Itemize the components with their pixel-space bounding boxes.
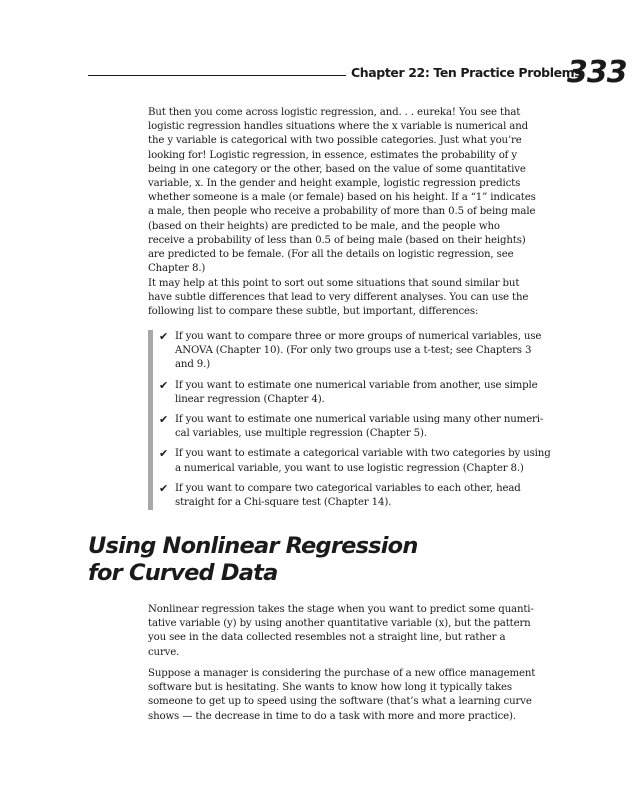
text-line: a male, then people who receive a probability of more than 0.5 of being male: [148, 206, 536, 218]
text-line: Nonlinear regression takes the stage when you want to predict some quanti-: [148, 604, 534, 615]
text-line: tative variable (y) by using another quantitative variable (x), but the pattern: [148, 618, 531, 630]
text-line: whether someone is a male (or female) based on his height. If a “1” indicates: [148, 192, 536, 204]
running-head: [88, 55, 627, 90]
text-line: It may help at this point to sort out some situations that sound similar but: [148, 278, 520, 289]
text-line: the y variable is categorical with two possible categories. Just what you’re: [148, 135, 522, 147]
text-line: looking for! Logistic regression, in essence, estimates the probability of y: [148, 149, 517, 161]
text-line: cal variables, use multiple regression (Chapter 5).: [175, 428, 427, 440]
paragraph-compare-intro: [148, 277, 548, 320]
page-number: 333: [567, 55, 627, 90]
paragraph-nonlinear-intro: [148, 603, 548, 660]
heading-line: Using Nonlinear Regression: [88, 533, 418, 559]
text-line: If you want to compare three or more groups of numerical variables, use: [175, 331, 542, 342]
checkmark-icon: ✔: [159, 378, 169, 392]
text-line: you see in the data collected resembles not a straight line, but rather a: [148, 632, 506, 644]
checkmark-icon: ✔: [159, 447, 169, 461]
text-line: and 9.): [175, 359, 211, 371]
heading-line: for Curved Data: [88, 560, 278, 586]
text-line: variable, x. In the gender and height example, logistic regression predicts: [148, 178, 521, 190]
text-line: are predicted to be female. (For all the details on logistic regression, see: [148, 249, 514, 261]
section-heading: [88, 533, 418, 587]
text-line: If you want to compare two categorical variables to each other, head: [175, 482, 521, 494]
text-line: If you want to estimate one numerical variable using many other numeri-: [175, 414, 544, 426]
list-item: [153, 379, 563, 407]
text-line: have subtle differences that lead to very different analyses. You can use the: [148, 292, 529, 304]
text-line: If you want to estimate a categorical variable with two categories by using: [175, 448, 551, 460]
text-line: someone to get up to speed using the software (that’s what a learning curve: [148, 696, 532, 708]
text-line: being in one category or the other, based on the value of some quantitative: [148, 163, 526, 175]
list-item: [153, 482, 563, 510]
text-line: following list to compare these subtle, but important, differences:: [148, 306, 479, 318]
paragraph-logistic-regression: [148, 106, 548, 276]
text-line: shows — the decrease in time to do a task with more and more practice).: [148, 710, 516, 722]
text-line: If you want to estimate one numerical variable from another, use simple: [175, 379, 538, 391]
text-line: Suppose a manager is considering the purchase of a new office management: [148, 668, 536, 679]
text-line: Chapter 8.): [148, 263, 206, 275]
comparison-list: [148, 330, 563, 510]
text-line: software but is hesitating. She wants to know how long it typically takes: [148, 682, 512, 694]
checkmark-icon: ✔: [159, 330, 169, 343]
paragraph-manager-example: [148, 667, 548, 724]
header-rule: [88, 75, 346, 76]
text-line: But then you come across logistic regression, and. . . eureka! You see that: [148, 107, 521, 118]
text-line: (based on their heights) are predicted to be male, and the people who: [148, 220, 500, 232]
chapter-title: Chapter 22: Ten Practice Problems: [351, 65, 582, 80]
text-line: logistic regression handles situations where the x variable is numerical and: [148, 121, 528, 133]
list-item: [153, 413, 563, 441]
text-line: receive a probability of less than 0.5 of being male (based on their heights): [148, 234, 526, 246]
text-line: straight for a Chi-square test (Chapter 14).: [175, 497, 392, 509]
checkmark-icon: ✔: [159, 413, 169, 427]
list-item: [153, 447, 563, 475]
list-item: [153, 330, 563, 373]
text-line: ANOVA (Chapter 10). (For only two groups use a t-test; see Chapters 3: [175, 345, 532, 357]
text-line: curve.: [148, 646, 180, 658]
checkmark-icon: ✔: [159, 481, 169, 495]
text-line: linear regression (Chapter 4).: [175, 393, 325, 405]
text-line: a numerical variable, you want to use logistic regression (Chapter 8.): [175, 462, 524, 474]
